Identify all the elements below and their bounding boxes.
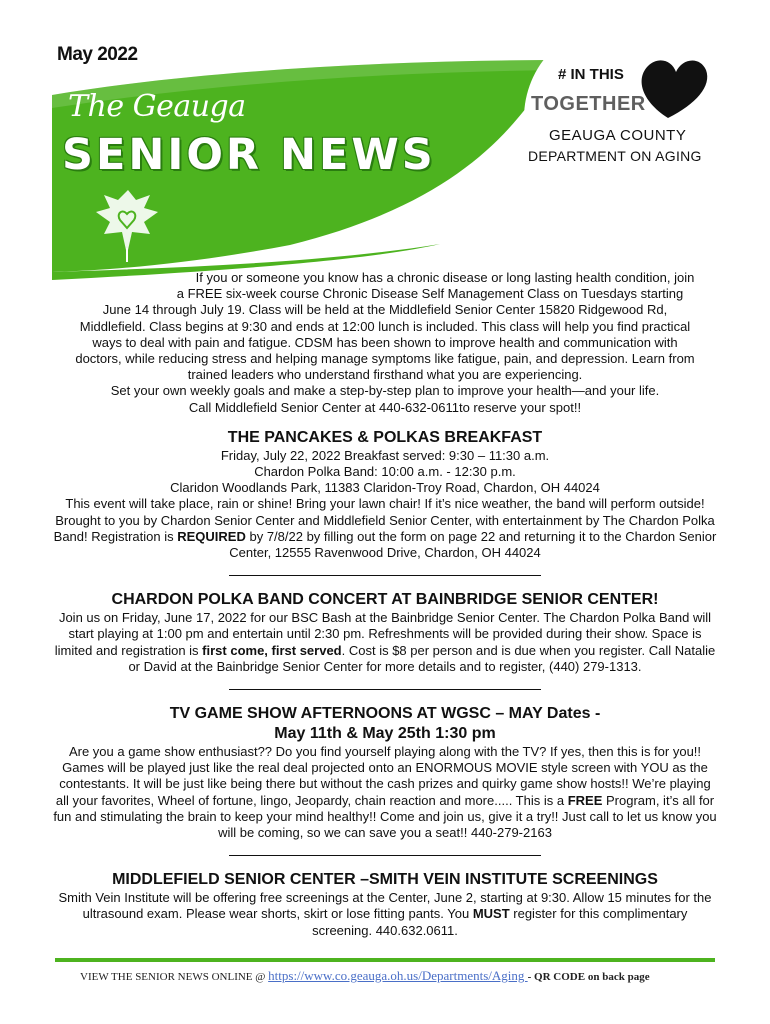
- tv-game-body: [52, 744, 718, 841]
- footer: [80, 968, 720, 984]
- bainbridge-first-come: first come, first served: [202, 642, 342, 658]
- smith-vein-body: [52, 890, 718, 939]
- pancakes-required: REQUIRED: [177, 528, 246, 544]
- smith-vein-heading: MIDDLEFIELD SENIOR CENTER –SMITH VEIN INSTITUTE SCREENINGS: [112, 871, 658, 889]
- intro-line: June 14 through July 19. Class will be held at the Middlefield Senior Center 15820 Ridgewood Rd,: [102, 302, 668, 318]
- bainbridge-body-text: Join us on Friday, June 17, 2022 for our BSC Bash at the Bainbridge Senior Center. The Chardon Polka Band will start playing at 1:00 pm and entertain until 2:30 pm. Refreshments will be provided during their show. Space is limited and registration is: [54, 610, 712, 658]
- newsletter-body: [52, 270, 718, 939]
- tv-game-heading: TV GAME SHOW AFTERNOONS AT WGSC – MAY Dates -: [169, 705, 601, 723]
- intro-line: trained leaders who understand firsthand what you are experiencing.: [187, 367, 583, 383]
- logo-circle: [524, 22, 716, 214]
- pancakes-heading: THE PANCAKES & POLKAS BREAKFAST: [227, 428, 543, 446]
- bainbridge-heading: CHARDON POLKA BAND CONCERT AT BAINBRIDGE SENIOR CENTER!: [111, 591, 659, 609]
- pancakes-body: [52, 496, 718, 561]
- tv-game-body-text-end: Program, it’s all for fun and stimulating the brain to keep your mind healthy!! Come and join us, give it a try!! Just call to let us know you will be coming, so we can save you a seat!! 440-279-2163: [53, 792, 717, 841]
- logo-department: DEPARTMENT ON AGING: [528, 148, 702, 164]
- pancakes-body-text: This event will take place, rain or shine! Bring your lawn chair! If it’s nice weather, the band will perform outside! Brought to you by Chardon Senior Center and Middlefield Senior Center, with entertainment by The Chardon Polka Band! Registration is: [53, 496, 715, 544]
- smith-vein-article: [52, 870, 718, 939]
- smith-vein-body-text-end: register for this complimentary screening. 440.632.0611.: [312, 906, 688, 938]
- tv-game-article: [52, 704, 718, 841]
- pancakes-band-time: Chardon Polka Band: 10:00 a.m. - 12:30 p.m.: [254, 464, 516, 480]
- footer-qr-note: - QR CODE on back page: [527, 971, 650, 983]
- footer-prefix: VIEW THE SENIOR NEWS ONLINE @: [80, 971, 269, 983]
- tv-game-body-text: Are you a game show enthusiast?? Do you find yourself playing along with the TV? If yes, then this is for you!! Games will be played just like the real deal projected onto an ENORMOUS MOVIE style screen with YOU as the contestants. It will be just like being there but without the cash prizes and quirky game show hosts!! We’re playing all your favorites, Wheel of fortune, lingo, Jeopardy, chain reaction and more..... This is a: [55, 744, 711, 808]
- section-divider: [229, 689, 541, 690]
- cdsm-class-article: [52, 270, 718, 416]
- logo-hashtag: # IN THIS: [558, 66, 624, 83]
- issue-date: May 2022: [57, 44, 138, 65]
- section-divider: [229, 575, 541, 576]
- bainbridge-body-text-end: . Cost is $8 per person and is due when you register. Call Natalie or David at the Bainbridge Senior Center for more details and to register, (440) 279-1313.: [128, 642, 716, 674]
- logo-county: GEAUGA COUNTY: [549, 127, 687, 144]
- intro-line: doctors, while reducing stress and helping manage symptoms like fatigue, pain, and depression. Learn from: [75, 351, 695, 367]
- pancakes-article: [52, 428, 718, 561]
- logo-together: TOGETHER: [531, 93, 646, 115]
- tv-game-dates: May 11th & May 25th 1:30 pm: [274, 725, 496, 743]
- masthead-subtitle: The Geauga: [68, 89, 246, 124]
- section-divider: [229, 855, 541, 856]
- masthead: [0, 0, 770, 285]
- intro-line: Call Middlefield Senior Center at 440-632-0611to reserve your spot!!: [188, 399, 582, 415]
- footer-rule: [55, 958, 715, 962]
- smith-vein-must: MUST: [472, 906, 510, 922]
- intro-line: ways to deal with pain and fatigue. CDSM has been shown to improve health and communication with: [92, 334, 678, 350]
- pancakes-body-text-end: by 7/8/22 by filling out the form on page 22 and returning it to the Chardon Senior Center, 12555 Ravenwood Drive, Chardon, OH 44024: [229, 528, 717, 561]
- aging-department-link[interactable]: https://www.co.geauga.oh.us/Departments/Aging: [268, 968, 528, 983]
- pancakes-date: Friday, July 22, 2022 Breakfast served: 9:30 – 11:30 a.m.: [220, 447, 550, 463]
- smith-vein-body-text: Smith Vein Institute will be offering free screenings at the Center, June 2, starting at 9:30. Allow 15 minutes for the ultrasound exam. Please wear shorts, skirt or lose fitting pants. You: [58, 890, 712, 922]
- tv-game-free: FREE: [567, 792, 603, 808]
- masthead-title: SENIOR NEWS: [62, 130, 436, 180]
- pancakes-location: Claridon Woodlands Park, 11383 Claridon-Troy Road, Chardon, OH 44024: [170, 480, 600, 496]
- intro-line: Middlefield. Class begins at 9:30 and ends at 12:00 lunch is included. This class will help you find practical: [79, 318, 691, 334]
- intro-line: Set your own weekly goals and make a step-by-step plan to improve your health—and your life.: [110, 383, 660, 399]
- intro-line: If you or someone you know has a chronic disease or long lasting health condition, join: [195, 270, 695, 285]
- intro-line: a FREE six-week course Chronic Disease Self Management Class on Tuesdays starting: [176, 286, 684, 302]
- bainbridge-body: [52, 610, 718, 675]
- bainbridge-article: [52, 590, 718, 675]
